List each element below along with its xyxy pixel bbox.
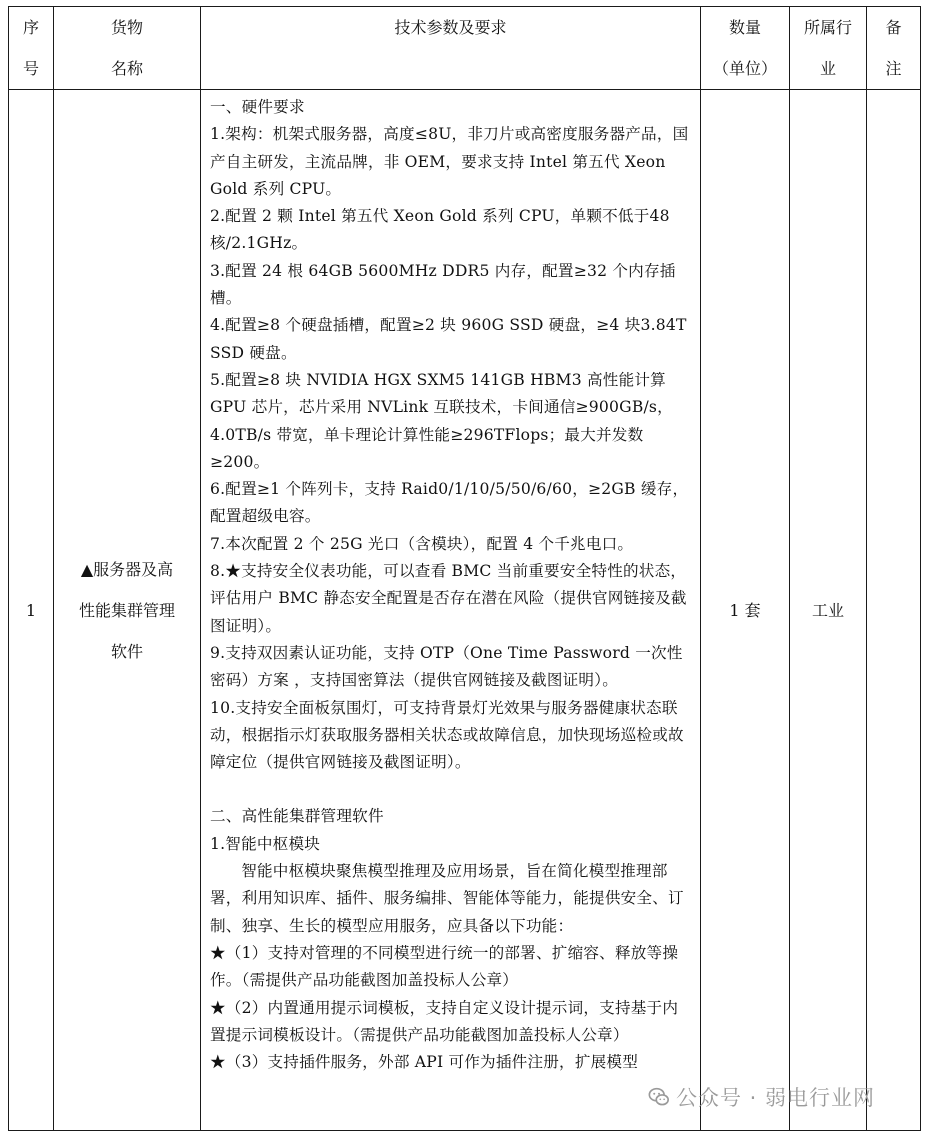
spec-item: 5.配置≥8 块 NVIDIA HGX SXM5 141GB HBM3 高性能计算 GPU 芯片，芯片采用 NVLink 互联技术，卡间通信≥900GB/s，4.0TB/s 带宽，单卡理论计算性能≥296TFlops；最大并发数≥200。 — [210, 370, 673, 471]
header-remark: 备 注 — [867, 7, 921, 90]
tech-text-block — [201, 90, 700, 1130]
spec-paragraph: 智能中枢模块聚焦模型推理及应用场景，旨在简化模型推理部署，利用知识库、插件、服务编排、智能体等能力，能提供安全、订制、独享、生长的模型应用服务，应具备以下功能： — [210, 862, 684, 935]
procurement-spec-table — [8, 6, 921, 1131]
spec-item: ★（2）内置通用提示词模板，支持自定义设计提示词，支持基于内置提示词模板设计。（需提供产品功能截图加盖投标人公章） — [210, 998, 679, 1044]
header-tech-requirements: 技术参数及要求 — [201, 7, 701, 90]
spec-item: 9.支持双因素认证功能，支持 OTP（One Time Password 一次性密码）方案 ，支持国密算法（提供官网链接及截图证明）。 — [210, 643, 683, 690]
cell-quantity: 1 套 — [701, 90, 790, 1131]
header-quantity: 数量 （单位） — [701, 7, 790, 90]
spec-item: 1.架构：机架式服务器，高度≤8U，非刀片或高密度服务器产品，国产自主研发，主流品牌，非 OEM，要求支持 Intel 第五代 Xeon Gold 系列 CPU。 — [210, 125, 689, 198]
spec-item: 8.★支持安全仪表功能，可以查看 BMC 当前重要安全特性的状态，评估用户 BMC 静态安全配置是否存在潜在风险（提供官网链接及截图证明）。 — [210, 562, 687, 635]
watermark-text: 公众号 · 弱电行业网 — [676, 1086, 876, 1110]
header-industry: 所属行 业 — [790, 7, 867, 90]
spec-item: ★（3）支持插件服务，外部 API 可作为插件注册，扩展模型 — [210, 1053, 638, 1072]
spacer — [210, 776, 692, 803]
spec-item: 3.配置 24 根 64GB 5600MHz DDR5 内存，配置≥32 个内存插槽。 — [210, 261, 676, 308]
cell-goods-name: ▲服务器及高 性能集群管理 软件 — [54, 90, 201, 1131]
cell-remark — [867, 90, 921, 1131]
watermark — [648, 1082, 875, 1112]
spec-item: 1.智能中枢模块 — [210, 834, 321, 853]
cell-industry: 工业 — [790, 90, 867, 1131]
table-row — [9, 90, 921, 1131]
spec-item: 2.配置 2 颗 Intel 第五代 Xeon Gold 系列 CPU，单颗不低于48 核/2.1GHz。 — [210, 207, 670, 253]
spec-item: 10.支持安全面板氛围灯，可支持背景灯光效果与服务器健康状态联动，根据指示灯获取服务器相关状态或故障信息，加快现场巡检或故障定位（提供官网链接及截图证明）。 — [210, 698, 684, 772]
spec-item: 6.配置≥1 个阵列卡，支持 Raid0/1/10/5/50/6/60，≥2GB 缓存，配置超级电容。 — [210, 480, 689, 526]
section-heading: 二、高性能集群管理软件 — [210, 807, 384, 826]
spec-item: 4.配置≥8 个硬盘插槽，配置≥2 块 960G SSD 硬盘，≥4 块3.84T SSD 硬盘。 — [210, 316, 687, 362]
header-row — [9, 7, 921, 90]
cell-tech-requirements — [201, 90, 701, 1131]
header-goods-name: 货物 名称 — [54, 7, 201, 90]
spec-item: ★（1）支持对管理的不同模型进行统一的部署、扩缩容、释放等操作。（需提供产品功能截图加盖投标人公章） — [210, 943, 679, 990]
section-heading: 一、硬件要求 — [210, 98, 305, 116]
wechat-icon — [648, 1086, 670, 1108]
header-seq: 序 号 — [9, 7, 54, 90]
spec-item: 7.本次配置 2 个 25G 光口（含模块），配置 4 个千兆电口。 — [210, 534, 634, 553]
cell-seq: 1 — [9, 90, 54, 1131]
